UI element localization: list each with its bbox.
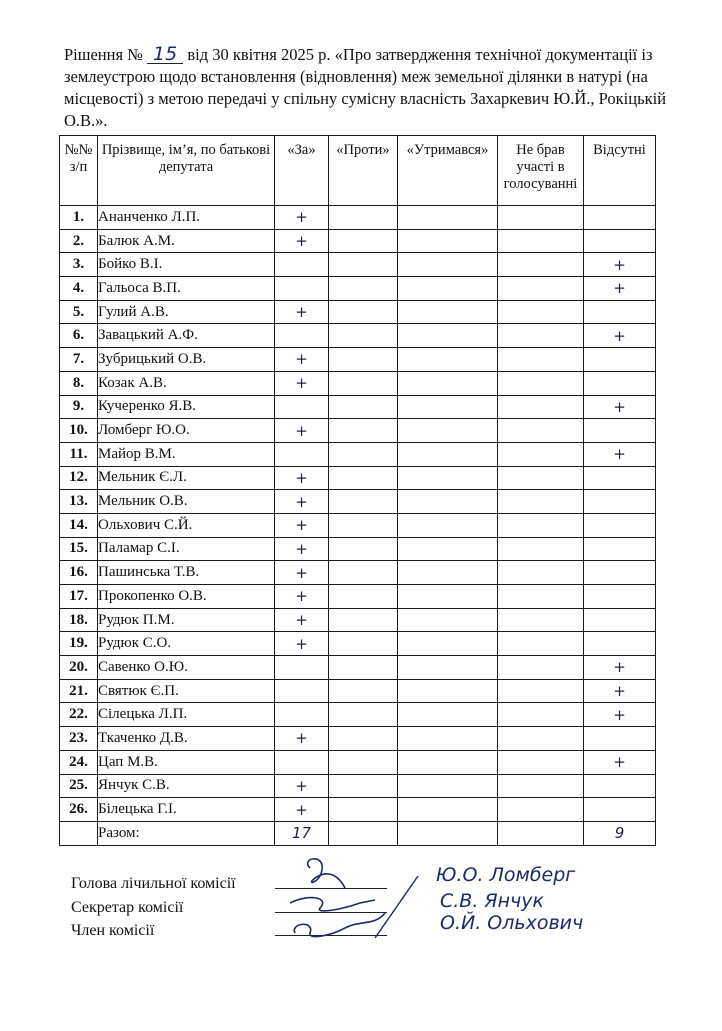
vote-for-mark: + xyxy=(275,490,329,514)
table-row xyxy=(60,750,656,774)
vote-not-voted-cell xyxy=(498,561,584,585)
total-against xyxy=(329,821,398,845)
absent-mark xyxy=(584,229,656,253)
row-number: 21. xyxy=(60,679,98,703)
vote-against-cell xyxy=(329,395,398,419)
table-row xyxy=(60,206,656,230)
vote-not-voted-cell xyxy=(498,727,584,751)
absent-mark: + xyxy=(584,703,656,727)
vote-against-cell xyxy=(329,750,398,774)
vote-abstain-cell xyxy=(398,679,498,703)
row-number: 1. xyxy=(60,206,98,230)
table-row xyxy=(60,324,656,348)
vote-against-cell xyxy=(329,798,398,822)
vote-not-voted-cell xyxy=(498,679,584,703)
vote-not-voted-cell xyxy=(498,348,584,372)
vote-against-cell xyxy=(329,466,398,490)
deputy-name: Паламар С.І. xyxy=(98,537,275,561)
vote-abstain-cell xyxy=(398,537,498,561)
col-name-header: Прізвище, ім’я, по батькові депутата xyxy=(98,136,275,206)
vote-for-mark: + xyxy=(275,348,329,372)
table-row xyxy=(60,774,656,798)
vote-for-mark: + xyxy=(275,419,329,443)
absent-mark xyxy=(584,419,656,443)
deputy-name: Білецька Г.І. xyxy=(98,798,275,822)
vote-against-cell xyxy=(329,703,398,727)
vote-not-voted-cell xyxy=(498,466,584,490)
row-number: 2. xyxy=(60,229,98,253)
vote-abstain-cell xyxy=(398,466,498,490)
row-number: 18. xyxy=(60,608,98,632)
absent-mark xyxy=(584,632,656,656)
deputy-name: Рудюк С.О. xyxy=(98,632,275,656)
absent-mark xyxy=(584,300,656,324)
row-number: 13. xyxy=(60,490,98,514)
decision-prefix: Рішення № xyxy=(64,45,143,64)
table-row xyxy=(60,585,656,609)
total-for: 17 xyxy=(275,821,329,845)
table-row xyxy=(60,348,656,372)
table-row xyxy=(60,277,656,301)
row-number: 7. xyxy=(60,348,98,372)
vote-against-cell xyxy=(329,656,398,680)
deputy-name: Цап М.В. xyxy=(98,750,275,774)
vote-abstain-cell xyxy=(398,798,498,822)
absent-mark: + xyxy=(584,277,656,301)
vote-against-cell xyxy=(329,277,398,301)
absent-mark: + xyxy=(584,253,656,277)
absent-mark xyxy=(584,466,656,490)
vote-against-cell xyxy=(329,537,398,561)
deputy-name: Мельник Є.Л. xyxy=(98,466,275,490)
vote-for-mark xyxy=(275,750,329,774)
deputy-name: Козак А.В. xyxy=(98,371,275,395)
deputy-name: Ткаченко Д.В. xyxy=(98,727,275,751)
table-row xyxy=(60,371,656,395)
vote-not-voted-cell xyxy=(498,774,584,798)
col-num-header: №№ з/п xyxy=(60,136,98,206)
signature-labels xyxy=(71,872,236,943)
row-number: 24. xyxy=(60,750,98,774)
vote-not-voted-cell xyxy=(498,442,584,466)
vote-not-voted-cell xyxy=(498,300,584,324)
vote-abstain-cell xyxy=(398,419,498,443)
vote-abstain-cell xyxy=(398,300,498,324)
row-number: 19. xyxy=(60,632,98,656)
vote-abstain-cell xyxy=(398,206,498,230)
handwritten-signatures xyxy=(270,848,420,948)
total-empty-cell xyxy=(60,821,98,845)
member-handwritten-name: О.Й. Ольхович xyxy=(440,912,584,934)
vote-not-voted-cell xyxy=(498,608,584,632)
col-not-voted-header: Не брав участі в голосуванні xyxy=(498,136,584,206)
row-number: 8. xyxy=(60,371,98,395)
table-row xyxy=(60,513,656,537)
vote-abstain-cell xyxy=(398,395,498,419)
absent-mark xyxy=(584,206,656,230)
vote-table xyxy=(59,135,656,846)
table-row xyxy=(60,229,656,253)
deputy-name: Мельник О.В. xyxy=(98,490,275,514)
secretary-handwritten-name: С.В. Янчук xyxy=(440,890,544,912)
vote-for-mark xyxy=(275,395,329,419)
deputy-name: Савенко О.Ю. xyxy=(98,656,275,680)
vote-for-mark xyxy=(275,324,329,348)
vote-for-mark: + xyxy=(275,229,329,253)
vote-against-cell xyxy=(329,300,398,324)
absent-mark xyxy=(584,585,656,609)
vote-for-mark: + xyxy=(275,774,329,798)
member-signature xyxy=(294,913,385,937)
vote-abstain-cell xyxy=(398,490,498,514)
vote-for-mark: + xyxy=(275,300,329,324)
absent-mark: + xyxy=(584,750,656,774)
vote-not-voted-cell xyxy=(498,253,584,277)
vote-against-cell xyxy=(329,632,398,656)
vote-against-cell xyxy=(329,585,398,609)
vote-for-mark xyxy=(275,442,329,466)
deputy-name: Майор В.М. xyxy=(98,442,275,466)
table-header-row xyxy=(60,136,656,206)
vote-for-mark xyxy=(275,253,329,277)
vote-abstain-cell xyxy=(398,750,498,774)
absent-mark xyxy=(584,727,656,751)
total-label: Разом: xyxy=(98,821,275,845)
vote-abstain-cell xyxy=(398,277,498,301)
table-row xyxy=(60,679,656,703)
vote-for-mark: + xyxy=(275,632,329,656)
vote-abstain-cell xyxy=(398,513,498,537)
table-row xyxy=(60,300,656,324)
vote-not-voted-cell xyxy=(498,632,584,656)
vote-not-voted-cell xyxy=(498,395,584,419)
vote-for-mark: + xyxy=(275,206,329,230)
secretary-label: Секретар комісії xyxy=(71,898,184,916)
row-number: 14. xyxy=(60,513,98,537)
row-number: 11. xyxy=(60,442,98,466)
vote-abstain-cell xyxy=(398,608,498,632)
vote-for-mark: + xyxy=(275,561,329,585)
vote-not-voted-cell xyxy=(498,585,584,609)
table-row xyxy=(60,537,656,561)
table-row xyxy=(60,561,656,585)
vote-abstain-cell xyxy=(398,253,498,277)
vote-for-mark xyxy=(275,656,329,680)
col-for-header: «За» xyxy=(275,136,329,206)
vote-for-mark: + xyxy=(275,798,329,822)
table-row xyxy=(60,419,656,443)
col-against-header: «Проти» xyxy=(329,136,398,206)
vote-abstain-cell xyxy=(398,703,498,727)
row-number: 16. xyxy=(60,561,98,585)
deputy-name: Янчук С.В. xyxy=(98,774,275,798)
absent-mark: + xyxy=(584,679,656,703)
total-row xyxy=(60,821,656,845)
row-number: 12. xyxy=(60,466,98,490)
absent-mark: + xyxy=(584,442,656,466)
vote-against-cell xyxy=(329,513,398,537)
vote-for-mark: + xyxy=(275,466,329,490)
vote-not-voted-cell xyxy=(498,703,584,727)
vote-not-voted-cell xyxy=(498,277,584,301)
absent-mark xyxy=(584,490,656,514)
deputy-name: Балюк А.М. xyxy=(98,229,275,253)
deputy-name: Завацький А.Ф. xyxy=(98,324,275,348)
vote-abstain-cell xyxy=(398,324,498,348)
vote-against-cell xyxy=(329,419,398,443)
vote-for-mark: + xyxy=(275,608,329,632)
deputy-name: Пашинська Т.В. xyxy=(98,561,275,585)
vote-not-voted-cell xyxy=(498,229,584,253)
row-number: 6. xyxy=(60,324,98,348)
vote-against-cell xyxy=(329,371,398,395)
row-number: 23. xyxy=(60,727,98,751)
row-number: 9. xyxy=(60,395,98,419)
table-row xyxy=(60,727,656,751)
vote-table-body xyxy=(60,206,656,822)
total-absent: 9 xyxy=(584,821,656,845)
table-row xyxy=(60,798,656,822)
vote-against-cell xyxy=(329,727,398,751)
vote-abstain-cell xyxy=(398,774,498,798)
vote-against-cell xyxy=(329,324,398,348)
deputy-name: Сілецька Л.П. xyxy=(98,703,275,727)
row-number: 25. xyxy=(60,774,98,798)
table-row xyxy=(60,656,656,680)
deputy-name: Рудюк П.М. xyxy=(98,608,275,632)
vote-abstain-cell xyxy=(398,442,498,466)
vote-for-mark xyxy=(275,277,329,301)
table-row xyxy=(60,490,656,514)
vote-against-cell xyxy=(329,229,398,253)
absent-mark xyxy=(584,774,656,798)
row-number: 15. xyxy=(60,537,98,561)
secretary-signature xyxy=(290,898,375,911)
vote-not-voted-cell xyxy=(498,490,584,514)
absent-mark xyxy=(584,513,656,537)
vote-against-cell xyxy=(329,679,398,703)
vote-not-voted-cell xyxy=(498,419,584,443)
vote-for-mark: + xyxy=(275,727,329,751)
absent-mark: + xyxy=(584,395,656,419)
row-number: 3. xyxy=(60,253,98,277)
vote-not-voted-cell xyxy=(498,513,584,537)
deputy-name: Кучеренко Я.В. xyxy=(98,395,275,419)
vote-not-voted-cell xyxy=(498,206,584,230)
table-row xyxy=(60,703,656,727)
table-row xyxy=(60,608,656,632)
chair-handwritten-name: Ю.О. Ломберг xyxy=(436,864,576,886)
vote-not-voted-cell xyxy=(498,371,584,395)
absent-mark: + xyxy=(584,656,656,680)
col-absent-header: Відсутні xyxy=(584,136,656,206)
vote-against-cell xyxy=(329,608,398,632)
absent-mark xyxy=(584,348,656,372)
vote-abstain-cell xyxy=(398,371,498,395)
vote-against-cell xyxy=(329,348,398,372)
vote-not-voted-cell xyxy=(498,798,584,822)
vote-for-mark: + xyxy=(275,371,329,395)
vote-against-cell xyxy=(329,774,398,798)
deputy-name: Бойко В.І. xyxy=(98,253,275,277)
decision-number: 15 xyxy=(147,45,183,64)
vote-not-voted-cell xyxy=(498,324,584,348)
vote-abstain-cell xyxy=(398,656,498,680)
vote-abstain-cell xyxy=(398,585,498,609)
absent-mark xyxy=(584,798,656,822)
vote-abstain-cell xyxy=(398,229,498,253)
table-row xyxy=(60,253,656,277)
col-abstain-header: «Утримався» xyxy=(398,136,498,206)
vote-for-mark xyxy=(275,703,329,727)
row-number: 22. xyxy=(60,703,98,727)
row-number: 17. xyxy=(60,585,98,609)
vote-against-cell xyxy=(329,561,398,585)
table-row xyxy=(60,442,656,466)
table-row xyxy=(60,395,656,419)
absent-mark xyxy=(584,608,656,632)
vote-against-cell xyxy=(329,442,398,466)
vote-against-cell xyxy=(329,490,398,514)
vote-for-mark: + xyxy=(275,513,329,537)
vote-for-mark: + xyxy=(275,537,329,561)
total-not-voted xyxy=(498,821,584,845)
vote-abstain-cell xyxy=(398,632,498,656)
vote-against-cell xyxy=(329,206,398,230)
absent-mark xyxy=(584,371,656,395)
table-row xyxy=(60,466,656,490)
table-row xyxy=(60,632,656,656)
row-number: 26. xyxy=(60,798,98,822)
deputy-name: Гулий А.В. xyxy=(98,300,275,324)
absent-mark: + xyxy=(584,324,656,348)
deputy-name: Ломберг Ю.О. xyxy=(98,419,275,443)
total-abstain xyxy=(398,821,498,845)
connector-stroke xyxy=(375,876,418,938)
absent-mark xyxy=(584,537,656,561)
row-number: 5. xyxy=(60,300,98,324)
vote-not-voted-cell xyxy=(498,750,584,774)
decision-title xyxy=(64,44,694,132)
member-label: Член комісії xyxy=(71,922,155,939)
chair-label: Голова лічильної комісії xyxy=(71,875,236,892)
row-number: 10. xyxy=(60,419,98,443)
vote-not-voted-cell xyxy=(498,537,584,561)
deputy-name: Святюк Є.П. xyxy=(98,679,275,703)
absent-mark xyxy=(584,561,656,585)
vote-abstain-cell xyxy=(398,561,498,585)
deputy-name: Прокопенко О.В. xyxy=(98,585,275,609)
decision-body: від 30 квітня 2025 р. «Про затвердження технічної документації із землеустрою щодо встановлення (відновлення) меж земельної ділянки в натурі (на місцевості) з метою передачі у спільну сумісну власність Захаркевич Ю.Й., Рокіцькій О.В.». xyxy=(64,45,667,130)
row-number: 4. xyxy=(60,277,98,301)
deputy-name: Зубрицький О.В. xyxy=(98,348,275,372)
row-number: 20. xyxy=(60,656,98,680)
vote-against-cell xyxy=(329,253,398,277)
vote-abstain-cell xyxy=(398,348,498,372)
deputy-name: Ананченко Л.П. xyxy=(98,206,275,230)
deputy-name: Гальоса В.П. xyxy=(98,277,275,301)
chair-signature xyxy=(308,859,345,888)
deputy-name: Ольхович С.Й. xyxy=(98,513,275,537)
vote-for-mark xyxy=(275,679,329,703)
vote-not-voted-cell xyxy=(498,656,584,680)
vote-abstain-cell xyxy=(398,727,498,751)
vote-for-mark: + xyxy=(275,585,329,609)
